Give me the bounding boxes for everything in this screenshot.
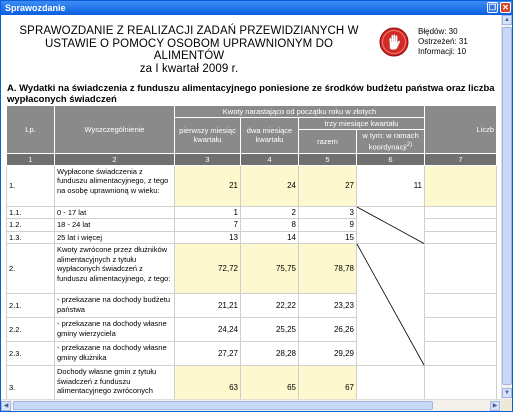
cell-input[interactable]: 25,25 [241,318,299,342]
scroll-left-icon[interactable]: ◀ [1,401,11,411]
cell-input[interactable]: 15 [299,231,357,244]
close-icon[interactable]: ✕ [500,2,511,13]
cell-input[interactable] [425,165,497,206]
row-description: Wypłacone świadczenia z funduszu alimentacyjnego, z tego na osobę uprawnioną w wieku: [55,165,175,206]
header-first-month: pierwszy miesiąc kwartału [175,118,241,154]
cell-input[interactable]: 1 [175,206,241,219]
row-lp: 2. [7,244,55,294]
cell-input[interactable]: 65 [241,366,299,410]
header-three-months: trzy miesiące kwartału [299,118,425,130]
cell-input[interactable]: 7 [175,219,241,232]
row-description: Kwoty zwrócone przez dłużników alimentacyjnych z tytułu wypłaconych świadczeń z funduszu alimentacyjnego, z tego: [55,244,175,294]
header-total: razem [299,130,357,154]
cell-input[interactable]: 13 [175,231,241,244]
cell-input[interactable]: 24,24 [175,318,241,342]
window-title: Sprawozdanie [5,3,66,13]
horizontal-scrollbar[interactable] [1,399,501,411]
report-title-line3: za I kwartał 2009 r. [139,62,239,75]
cell-input[interactable]: 22,22 [241,294,299,318]
cell-input[interactable] [425,206,497,219]
row-description: - przekazane na dochody własne gminy dłużnika [55,342,175,366]
cell-input[interactable]: 28,28 [241,342,299,366]
col-number-4: 4 [241,153,299,165]
cell-input[interactable]: 2 [241,206,299,219]
cell-input[interactable]: 24 [241,165,299,206]
resize-grip[interactable] [501,399,512,411]
cell-input[interactable] [425,342,497,366]
vertical-scroll-thumb[interactable] [502,27,512,385]
col-number-3: 3 [175,153,241,165]
restore-icon[interactable]: ❐ [488,3,497,12]
cell-input[interactable] [425,244,497,294]
table-row [7,206,497,219]
col-number-6: 6 [357,153,425,165]
cell-input[interactable]: 3 [299,206,357,219]
cell-input[interactable]: 27 [299,165,357,206]
header-cumulative: Kwoty narastająco od początku roku w złotych [175,106,425,118]
row-description: 18 - 24 lat [55,219,175,232]
cell-input[interactable]: 29,29 [299,342,357,366]
title-bar[interactable] [1,1,512,15]
scroll-right-icon[interactable]: ▶ [490,401,500,411]
header-two-months: dwa miesiące kwartału [241,118,299,154]
info-count: Informacji: 10 [418,47,467,56]
report-title-line1: SPRAWOZDANIE Z REALIZACJI ZADAŃ PRZEWIDZIANYCH W [19,25,359,37]
warnings-count: Ostrzeżeń: 31 [418,37,468,46]
cell-input[interactable]: 78,78 [299,244,357,294]
cell-input[interactable]: 11 [357,165,425,206]
cell-input[interactable]: 21,21 [175,294,241,318]
cell-input[interactable] [425,318,497,342]
row-lp: 1.2. [7,219,55,232]
col-number-1: 1 [7,153,55,165]
row-lp: 2.3. [7,342,55,366]
cell-input[interactable]: 67 [299,366,357,410]
disabled-cell [357,206,425,244]
cell-input[interactable]: 72,72 [175,244,241,294]
cell-input[interactable]: 9 [299,219,357,232]
table-row [7,244,497,294]
cell-input[interactable] [425,294,497,318]
col-number-2: 2 [55,153,175,165]
cell-input[interactable]: 63 [175,366,241,410]
validation-stats [418,27,468,57]
expenditure-table [6,105,497,410]
cell-input[interactable]: 8 [241,219,299,232]
horizontal-scroll-thumb[interactable] [13,401,433,410]
header-next-group: Liczb [425,106,497,154]
row-description: 25 lat i więcej [55,231,175,244]
row-description: Dochody własne gmin z tytułu świadczeń z funduszu alimentacyjnego zwróconych [55,366,175,410]
report-content [1,15,501,399]
cell-input[interactable]: 23,23 [299,294,357,318]
cell-input[interactable]: 26,26 [299,318,357,342]
header-description: Wyszczególnienie [55,106,175,154]
diagonal-line [357,244,424,365]
row-description: - przekazane na dochody budżetu państwa [55,294,175,318]
scroll-up-icon[interactable]: ▲ [502,15,512,25]
scroll-down-icon[interactable]: ▼ [502,388,512,398]
col-number-7: 7 [425,153,497,165]
vertical-scrollbar[interactable] [501,15,512,399]
errors-count: Błędów: 30 [418,27,458,36]
row-description: - przekazane na dochody własne gminy wierzyciela [55,318,175,342]
table-row [7,165,497,206]
cell-input[interactable]: 14 [241,231,299,244]
report-title [9,25,369,75]
row-lp: 2.2. [7,318,55,342]
row-lp: 2.1. [7,294,55,318]
row-description: 0 - 17 lat [55,206,175,219]
section-title: A. Wydatki na świadczenia z funduszu alimentacyjnego poniesione ze środków budżetu państwa oraz liczba wypłaconych świadczeń [7,83,495,105]
cell-input[interactable]: 21 [175,165,241,206]
row-lp: 1.1. [7,206,55,219]
report-title-line2: USTAWIE O POMOCY OSOBOM UPRAWNIONYM DO ALIMENTÓW [44,37,334,62]
diagonal-line [357,207,424,244]
cell-input[interactable] [425,219,497,232]
row-lp: 1. [7,165,55,206]
cell-input[interactable]: 27,27 [175,342,241,366]
row-lp: 1.3. [7,231,55,244]
cell-input[interactable] [425,231,497,244]
disabled-cell [357,244,425,366]
header-including: w tym: w ramach koordynacji$^{2)}$ [357,130,425,154]
row-lp: 3. [7,366,55,410]
col-number-5: 5 [299,153,357,165]
stop-hand-icon[interactable] [379,27,409,57]
header-lp: Lp. [7,106,55,154]
cell-input[interactable]: 75,75 [241,244,299,294]
